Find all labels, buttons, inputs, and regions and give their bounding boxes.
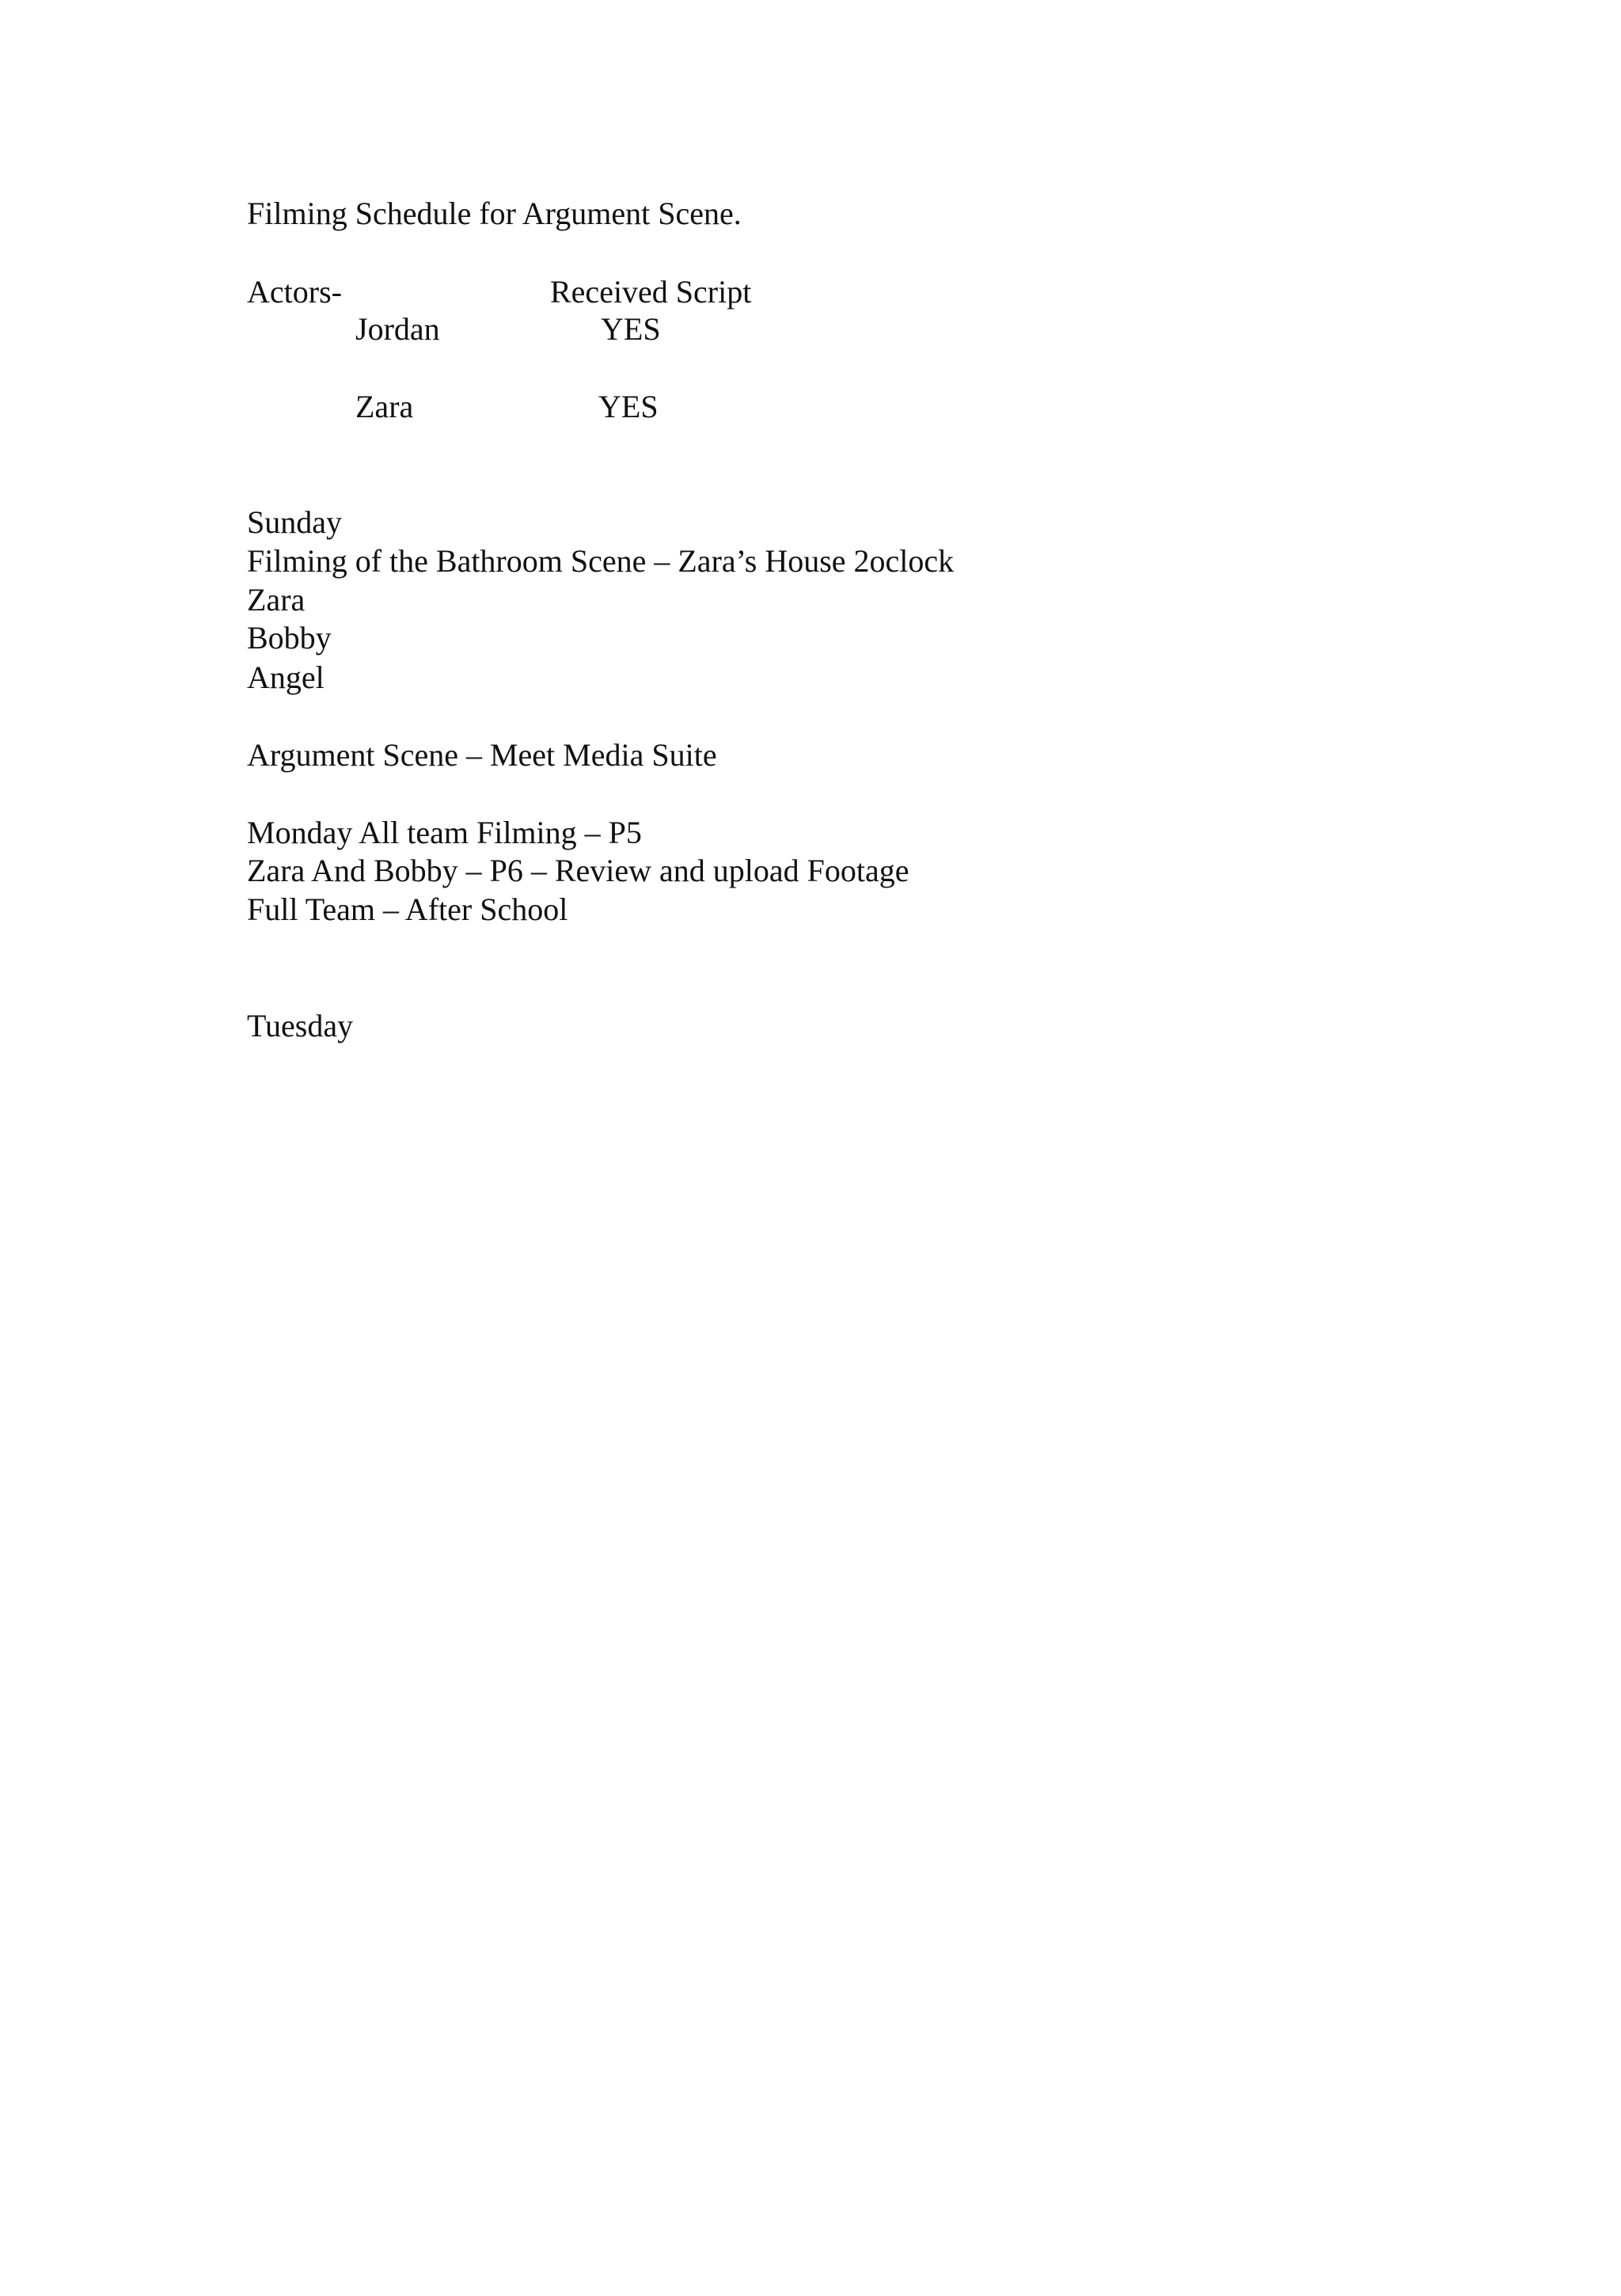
monday-line: Zara And Bobby – P6 – Review and upload Footage xyxy=(247,853,909,888)
actor-received-status: YES xyxy=(601,311,661,347)
actor-name: Jordan xyxy=(355,311,440,347)
sunday-person: Bobby xyxy=(247,620,332,656)
sunday-person: Zara xyxy=(247,582,306,618)
received-script-header: Received Script xyxy=(550,274,752,310)
sunday-scene-line: Filming of the Bathroom Scene – Zara’s House 2oclock xyxy=(247,543,955,579)
monday-line: Monday All team Filming – P5 xyxy=(247,815,642,850)
actors-label: Actors- xyxy=(247,274,342,310)
actor-name: Zara xyxy=(355,389,414,424)
sunday-person: Angel xyxy=(247,660,325,695)
day-heading-sunday: Sunday xyxy=(247,504,342,540)
day-heading-tuesday: Tuesday xyxy=(247,1008,354,1043)
monday-line: Full Team – After School xyxy=(247,891,568,927)
argument-scene-line: Argument Scene – Meet Media Suite xyxy=(247,737,717,773)
document-title: Filming Schedule for Argument Scene. xyxy=(247,196,742,231)
actor-received-status: YES xyxy=(598,389,659,424)
